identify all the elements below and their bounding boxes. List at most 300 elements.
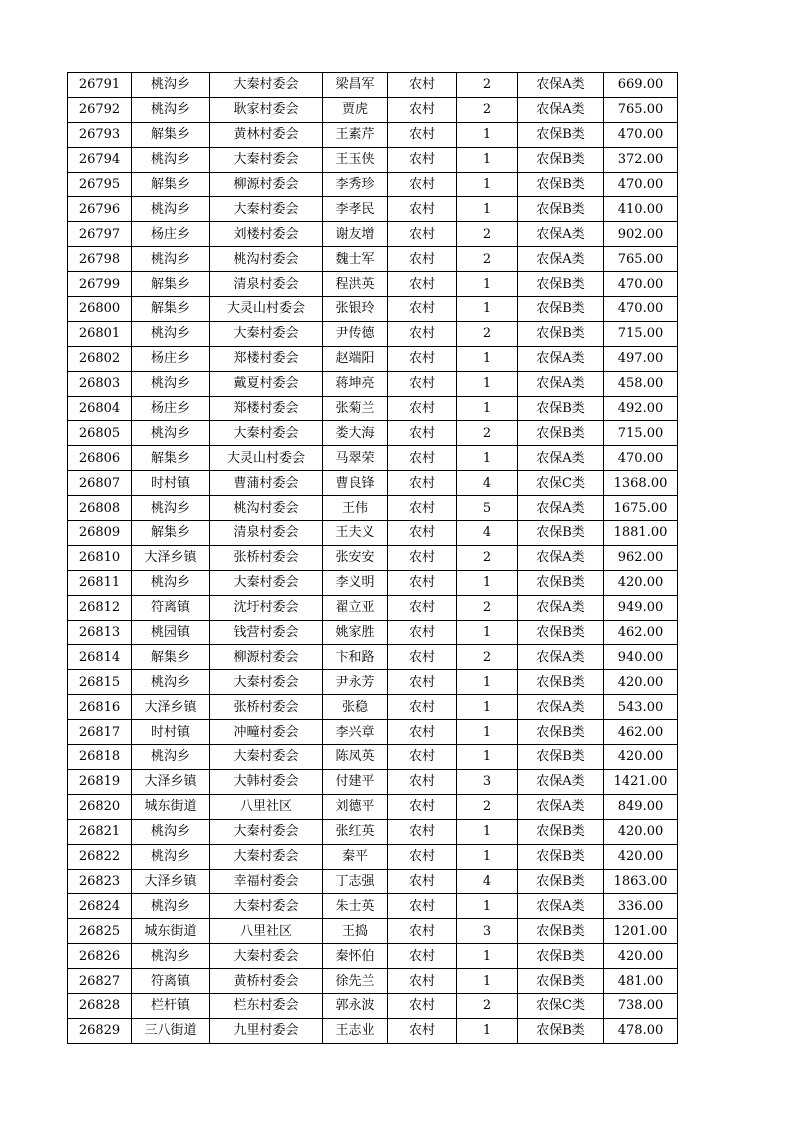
cell-amount: 420.00 <box>604 745 678 770</box>
cell-village-committee: 大秦村委会 <box>210 147 323 172</box>
cell-person-name: 王素芹 <box>323 122 388 147</box>
cell-village-committee: 钱营村委会 <box>210 620 323 645</box>
cell-area-type: 农村 <box>388 993 457 1018</box>
cell-area-type: 农村 <box>388 421 457 446</box>
cell-township: 栏杆镇 <box>132 993 210 1018</box>
cell-amount: 470.00 <box>604 446 678 471</box>
cell-area-type: 农村 <box>388 471 457 496</box>
table-row <box>68 521 678 546</box>
cell-village-committee: 大灵山村委会 <box>210 297 323 322</box>
cell-area-type: 农村 <box>388 297 457 322</box>
cell-area-type: 农村 <box>388 570 457 595</box>
cell-insurance-category: 农保A类 <box>518 595 604 620</box>
cell-township: 桃沟乡 <box>132 421 210 446</box>
cell-household-count: 2 <box>457 73 518 98</box>
cell-person-name: 丁志强 <box>323 869 388 894</box>
cell-record-id: 26805 <box>68 421 132 446</box>
cell-amount: 470.00 <box>604 272 678 297</box>
cell-village-committee: 大秦村委会 <box>210 570 323 595</box>
table-row <box>68 1018 678 1043</box>
cell-village-committee: 黄林村委会 <box>210 122 323 147</box>
cell-person-name: 王捣 <box>323 919 388 944</box>
cell-record-id: 26827 <box>68 969 132 994</box>
cell-area-type: 农村 <box>388 147 457 172</box>
cell-household-count: 2 <box>457 545 518 570</box>
cell-amount: 1201.00 <box>604 919 678 944</box>
cell-township: 桃沟乡 <box>132 844 210 869</box>
cell-household-count: 1 <box>457 371 518 396</box>
cell-village-committee: 大秦村委会 <box>210 670 323 695</box>
cell-record-id: 26796 <box>68 197 132 222</box>
cell-township: 桃沟乡 <box>132 97 210 122</box>
cell-household-count: 1 <box>457 695 518 720</box>
cell-record-id: 26814 <box>68 645 132 670</box>
cell-township: 大泽乡镇 <box>132 545 210 570</box>
cell-village-committee: 戴夏村委会 <box>210 371 323 396</box>
cell-village-committee: 冲疃村委会 <box>210 720 323 745</box>
cell-amount: 478.00 <box>604 1018 678 1043</box>
cell-township: 三八街道 <box>132 1018 210 1043</box>
cell-person-name: 赵端阳 <box>323 346 388 371</box>
cell-amount: 470.00 <box>604 172 678 197</box>
cell-person-name: 李兴章 <box>323 720 388 745</box>
cell-township: 解集乡 <box>132 521 210 546</box>
cell-township: 城东街道 <box>132 919 210 944</box>
cell-area-type: 农村 <box>388 446 457 471</box>
cell-amount: 410.00 <box>604 197 678 222</box>
cell-area-type: 农村 <box>388 794 457 819</box>
cell-household-count: 2 <box>457 247 518 272</box>
cell-amount: 902.00 <box>604 222 678 247</box>
cell-township: 解集乡 <box>132 272 210 297</box>
cell-insurance-category: 农保B类 <box>518 919 604 944</box>
beneficiary-table <box>67 72 678 1044</box>
cell-township: 桃沟乡 <box>132 321 210 346</box>
cell-village-committee: 柳源村委会 <box>210 172 323 197</box>
cell-household-count: 2 <box>457 222 518 247</box>
cell-area-type: 农村 <box>388 122 457 147</box>
cell-person-name: 姚家胜 <box>323 620 388 645</box>
cell-household-count: 1 <box>457 446 518 471</box>
table-row <box>68 545 678 570</box>
cell-township: 桃沟乡 <box>132 570 210 595</box>
cell-amount: 765.00 <box>604 247 678 272</box>
cell-village-committee: 大秦村委会 <box>210 819 323 844</box>
cell-household-count: 1 <box>457 720 518 745</box>
cell-township: 桃沟乡 <box>132 147 210 172</box>
table-row <box>68 720 678 745</box>
cell-village-committee: 张桥村委会 <box>210 695 323 720</box>
cell-record-id: 26792 <box>68 97 132 122</box>
cell-household-count: 1 <box>457 172 518 197</box>
cell-record-id: 26822 <box>68 844 132 869</box>
cell-insurance-category: 农保C类 <box>518 471 604 496</box>
table-row <box>68 321 678 346</box>
cell-person-name: 王志业 <box>323 1018 388 1043</box>
table-row <box>68 172 678 197</box>
cell-township: 大泽乡镇 <box>132 869 210 894</box>
cell-record-id: 26807 <box>68 471 132 496</box>
cell-township: 杨庄乡 <box>132 346 210 371</box>
cell-insurance-category: 农保B类 <box>518 944 604 969</box>
cell-record-id: 26800 <box>68 297 132 322</box>
cell-record-id: 26808 <box>68 496 132 521</box>
table-row <box>68 471 678 496</box>
table-row <box>68 147 678 172</box>
cell-insurance-category: 农保A类 <box>518 645 604 670</box>
cell-person-name: 程洪英 <box>323 272 388 297</box>
cell-township: 桃园镇 <box>132 620 210 645</box>
cell-insurance-category: 农保A类 <box>518 545 604 570</box>
cell-township: 桃沟乡 <box>132 819 210 844</box>
cell-area-type: 农村 <box>388 919 457 944</box>
cell-township: 解集乡 <box>132 172 210 197</box>
table-row <box>68 446 678 471</box>
cell-insurance-category: 农保B类 <box>518 297 604 322</box>
cell-record-id: 26820 <box>68 794 132 819</box>
cell-insurance-category: 农保B类 <box>518 122 604 147</box>
table-row <box>68 894 678 919</box>
cell-person-name: 尹传德 <box>323 321 388 346</box>
cell-insurance-category: 农保B类 <box>518 745 604 770</box>
table-row <box>68 396 678 421</box>
cell-village-committee: 大秦村委会 <box>210 321 323 346</box>
table-row <box>68 794 678 819</box>
cell-person-name: 陈凤英 <box>323 745 388 770</box>
cell-amount: 1368.00 <box>604 471 678 496</box>
cell-person-name: 付建平 <box>323 769 388 794</box>
cell-person-name: 张银玲 <box>323 297 388 322</box>
cell-village-committee: 大秦村委会 <box>210 745 323 770</box>
cell-person-name: 王玉侠 <box>323 147 388 172</box>
cell-record-id: 26798 <box>68 247 132 272</box>
cell-amount: 765.00 <box>604 97 678 122</box>
cell-insurance-category: 农保B类 <box>518 321 604 346</box>
cell-amount: 458.00 <box>604 371 678 396</box>
cell-amount: 1881.00 <box>604 521 678 546</box>
cell-person-name: 张红英 <box>323 819 388 844</box>
table-row <box>68 919 678 944</box>
cell-person-name: 翟立亚 <box>323 595 388 620</box>
table-body <box>68 73 678 1044</box>
cell-record-id: 26815 <box>68 670 132 695</box>
cell-township: 符离镇 <box>132 969 210 994</box>
cell-record-id: 26794 <box>68 147 132 172</box>
cell-household-count: 2 <box>457 97 518 122</box>
cell-person-name: 李义明 <box>323 570 388 595</box>
table-row <box>68 993 678 1018</box>
cell-area-type: 农村 <box>388 521 457 546</box>
cell-area-type: 农村 <box>388 197 457 222</box>
cell-amount: 949.00 <box>604 595 678 620</box>
cell-amount: 470.00 <box>604 297 678 322</box>
cell-township: 桃沟乡 <box>132 745 210 770</box>
table-row <box>68 496 678 521</box>
cell-village-committee: 栏东村委会 <box>210 993 323 1018</box>
cell-amount: 372.00 <box>604 147 678 172</box>
cell-amount: 492.00 <box>604 396 678 421</box>
table-row <box>68 944 678 969</box>
cell-record-id: 26795 <box>68 172 132 197</box>
cell-person-name: 张安安 <box>323 545 388 570</box>
cell-township: 桃沟乡 <box>132 247 210 272</box>
cell-village-committee: 郑楼村委会 <box>210 396 323 421</box>
cell-household-count: 4 <box>457 471 518 496</box>
cell-area-type: 农村 <box>388 670 457 695</box>
cell-person-name: 秦怀伯 <box>323 944 388 969</box>
cell-insurance-category: 农保C类 <box>518 993 604 1018</box>
cell-insurance-category: 农保B类 <box>518 720 604 745</box>
cell-household-count: 4 <box>457 869 518 894</box>
cell-village-committee: 柳源村委会 <box>210 645 323 670</box>
cell-insurance-category: 农保B类 <box>518 197 604 222</box>
cell-record-id: 26828 <box>68 993 132 1018</box>
cell-village-committee: 大秦村委会 <box>210 197 323 222</box>
cell-amount: 420.00 <box>604 844 678 869</box>
table-row <box>68 371 678 396</box>
cell-village-committee: 清泉村委会 <box>210 521 323 546</box>
table-row <box>68 645 678 670</box>
cell-record-id: 26803 <box>68 371 132 396</box>
cell-insurance-category: 农保A类 <box>518 695 604 720</box>
cell-area-type: 农村 <box>388 645 457 670</box>
cell-area-type: 农村 <box>388 73 457 98</box>
cell-area-type: 农村 <box>388 247 457 272</box>
cell-person-name: 王夫义 <box>323 521 388 546</box>
cell-village-committee: 桃沟村委会 <box>210 496 323 521</box>
cell-amount: 481.00 <box>604 969 678 994</box>
cell-person-name: 贾虎 <box>323 97 388 122</box>
cell-household-count: 2 <box>457 321 518 346</box>
cell-township: 解集乡 <box>132 122 210 147</box>
cell-village-committee: 八里社区 <box>210 919 323 944</box>
cell-village-committee: 大秦村委会 <box>210 944 323 969</box>
table-row <box>68 869 678 894</box>
table-row <box>68 769 678 794</box>
cell-area-type: 农村 <box>388 720 457 745</box>
cell-township: 桃沟乡 <box>132 894 210 919</box>
cell-record-id: 26812 <box>68 595 132 620</box>
cell-person-name: 朱士英 <box>323 894 388 919</box>
cell-township: 桃沟乡 <box>132 496 210 521</box>
cell-household-count: 1 <box>457 844 518 869</box>
cell-person-name: 李秀珍 <box>323 172 388 197</box>
cell-amount: 336.00 <box>604 894 678 919</box>
table-row <box>68 73 678 98</box>
cell-record-id: 26825 <box>68 919 132 944</box>
cell-household-count: 1 <box>457 745 518 770</box>
cell-household-count: 1 <box>457 894 518 919</box>
cell-household-count: 3 <box>457 919 518 944</box>
cell-village-committee: 张桥村委会 <box>210 545 323 570</box>
cell-record-id: 26791 <box>68 73 132 98</box>
cell-person-name: 谢友增 <box>323 222 388 247</box>
cell-area-type: 农村 <box>388 97 457 122</box>
cell-village-committee: 桃沟村委会 <box>210 247 323 272</box>
cell-insurance-category: 农保A类 <box>518 794 604 819</box>
cell-village-committee: 大秦村委会 <box>210 73 323 98</box>
cell-village-committee: 耿家村委会 <box>210 97 323 122</box>
cell-household-count: 1 <box>457 272 518 297</box>
cell-person-name: 蒋坤亮 <box>323 371 388 396</box>
cell-village-committee: 沈圩村委会 <box>210 595 323 620</box>
cell-village-committee: 郑楼村委会 <box>210 346 323 371</box>
cell-area-type: 农村 <box>388 545 457 570</box>
cell-village-committee: 曹蒲村委会 <box>210 471 323 496</box>
cell-amount: 420.00 <box>604 944 678 969</box>
cell-household-count: 2 <box>457 645 518 670</box>
cell-person-name: 梁昌军 <box>323 73 388 98</box>
cell-area-type: 农村 <box>388 869 457 894</box>
cell-person-name: 秦平 <box>323 844 388 869</box>
cell-insurance-category: 农保B类 <box>518 1018 604 1043</box>
table-row <box>68 695 678 720</box>
cell-amount: 1675.00 <box>604 496 678 521</box>
cell-household-count: 1 <box>457 197 518 222</box>
cell-insurance-category: 农保B类 <box>518 396 604 421</box>
cell-household-count: 1 <box>457 1018 518 1043</box>
cell-record-id: 26817 <box>68 720 132 745</box>
cell-area-type: 农村 <box>388 745 457 770</box>
cell-township: 桃沟乡 <box>132 371 210 396</box>
cell-household-count: 2 <box>457 794 518 819</box>
cell-area-type: 农村 <box>388 894 457 919</box>
cell-household-count: 3 <box>457 769 518 794</box>
table-row <box>68 97 678 122</box>
cell-amount: 962.00 <box>604 545 678 570</box>
table-row <box>68 247 678 272</box>
cell-record-id: 26797 <box>68 222 132 247</box>
cell-record-id: 26823 <box>68 869 132 894</box>
cell-person-name: 王伟 <box>323 496 388 521</box>
cell-insurance-category: 农保B类 <box>518 969 604 994</box>
cell-area-type: 农村 <box>388 769 457 794</box>
cell-area-type: 农村 <box>388 969 457 994</box>
cell-insurance-category: 农保A类 <box>518 371 604 396</box>
table-row <box>68 222 678 247</box>
cell-area-type: 农村 <box>388 595 457 620</box>
cell-insurance-category: 农保B类 <box>518 819 604 844</box>
cell-insurance-category: 农保A类 <box>518 222 604 247</box>
cell-township: 城东街道 <box>132 794 210 819</box>
cell-amount: 420.00 <box>604 670 678 695</box>
cell-township: 桃沟乡 <box>132 944 210 969</box>
cell-household-count: 1 <box>457 570 518 595</box>
cell-insurance-category: 农保B类 <box>518 620 604 645</box>
cell-person-name: 刘德平 <box>323 794 388 819</box>
cell-amount: 462.00 <box>604 620 678 645</box>
table-row <box>68 670 678 695</box>
cell-record-id: 26810 <box>68 545 132 570</box>
cell-record-id: 26799 <box>68 272 132 297</box>
cell-record-id: 26809 <box>68 521 132 546</box>
cell-insurance-category: 农保B类 <box>518 272 604 297</box>
cell-household-count: 2 <box>457 993 518 1018</box>
cell-area-type: 农村 <box>388 396 457 421</box>
table-row <box>68 745 678 770</box>
cell-insurance-category: 农保B类 <box>518 521 604 546</box>
cell-area-type: 农村 <box>388 172 457 197</box>
cell-person-name: 魏士军 <box>323 247 388 272</box>
cell-insurance-category: 农保B类 <box>518 147 604 172</box>
table-row <box>68 595 678 620</box>
cell-household-count: 1 <box>457 944 518 969</box>
cell-insurance-category: 农保B类 <box>518 670 604 695</box>
cell-area-type: 农村 <box>388 496 457 521</box>
cell-area-type: 农村 <box>388 819 457 844</box>
cell-township: 桃沟乡 <box>132 670 210 695</box>
cell-household-count: 1 <box>457 147 518 172</box>
cell-person-name: 马翠荣 <box>323 446 388 471</box>
cell-township: 时村镇 <box>132 720 210 745</box>
cell-area-type: 农村 <box>388 844 457 869</box>
cell-household-count: 1 <box>457 670 518 695</box>
cell-record-id: 26829 <box>68 1018 132 1043</box>
table-row <box>68 844 678 869</box>
cell-village-committee: 大灵山村委会 <box>210 446 323 471</box>
cell-amount: 470.00 <box>604 122 678 147</box>
cell-village-committee: 九里村委会 <box>210 1018 323 1043</box>
cell-township: 桃沟乡 <box>132 73 210 98</box>
cell-record-id: 26793 <box>68 122 132 147</box>
cell-amount: 420.00 <box>604 819 678 844</box>
cell-insurance-category: 农保A类 <box>518 73 604 98</box>
cell-insurance-category: 农保B类 <box>518 570 604 595</box>
cell-village-committee: 大秦村委会 <box>210 421 323 446</box>
cell-township: 大泽乡镇 <box>132 695 210 720</box>
table-row <box>68 197 678 222</box>
cell-township: 解集乡 <box>132 297 210 322</box>
cell-amount: 849.00 <box>604 794 678 819</box>
cell-village-committee: 大秦村委会 <box>210 844 323 869</box>
cell-person-name: 张稳 <box>323 695 388 720</box>
cell-person-name: 娄大海 <box>323 421 388 446</box>
cell-insurance-category: 农保A类 <box>518 769 604 794</box>
cell-township: 解集乡 <box>132 645 210 670</box>
cell-township: 桃沟乡 <box>132 197 210 222</box>
cell-amount: 940.00 <box>604 645 678 670</box>
table-row <box>68 620 678 645</box>
cell-record-id: 26816 <box>68 695 132 720</box>
table-row <box>68 819 678 844</box>
cell-insurance-category: 农保A类 <box>518 346 604 371</box>
cell-person-name: 卞和路 <box>323 645 388 670</box>
cell-township: 杨庄乡 <box>132 396 210 421</box>
cell-area-type: 农村 <box>388 222 457 247</box>
cell-village-committee: 八里社区 <box>210 794 323 819</box>
cell-area-type: 农村 <box>388 1018 457 1043</box>
cell-village-committee: 大韩村委会 <box>210 769 323 794</box>
cell-amount: 1863.00 <box>604 869 678 894</box>
cell-record-id: 26811 <box>68 570 132 595</box>
cell-area-type: 农村 <box>388 272 457 297</box>
cell-village-committee: 刘楼村委会 <box>210 222 323 247</box>
cell-record-id: 26806 <box>68 446 132 471</box>
cell-amount: 715.00 <box>604 321 678 346</box>
cell-insurance-category: 农保A类 <box>518 496 604 521</box>
cell-record-id: 26824 <box>68 894 132 919</box>
table-row <box>68 346 678 371</box>
cell-household-count: 1 <box>457 620 518 645</box>
cell-amount: 1421.00 <box>604 769 678 794</box>
cell-household-count: 1 <box>457 969 518 994</box>
cell-village-committee: 黄桥村委会 <box>210 969 323 994</box>
cell-person-name: 张菊兰 <box>323 396 388 421</box>
cell-township: 大泽乡镇 <box>132 769 210 794</box>
cell-record-id: 26819 <box>68 769 132 794</box>
cell-township: 解集乡 <box>132 446 210 471</box>
cell-person-name: 曹良锋 <box>323 471 388 496</box>
